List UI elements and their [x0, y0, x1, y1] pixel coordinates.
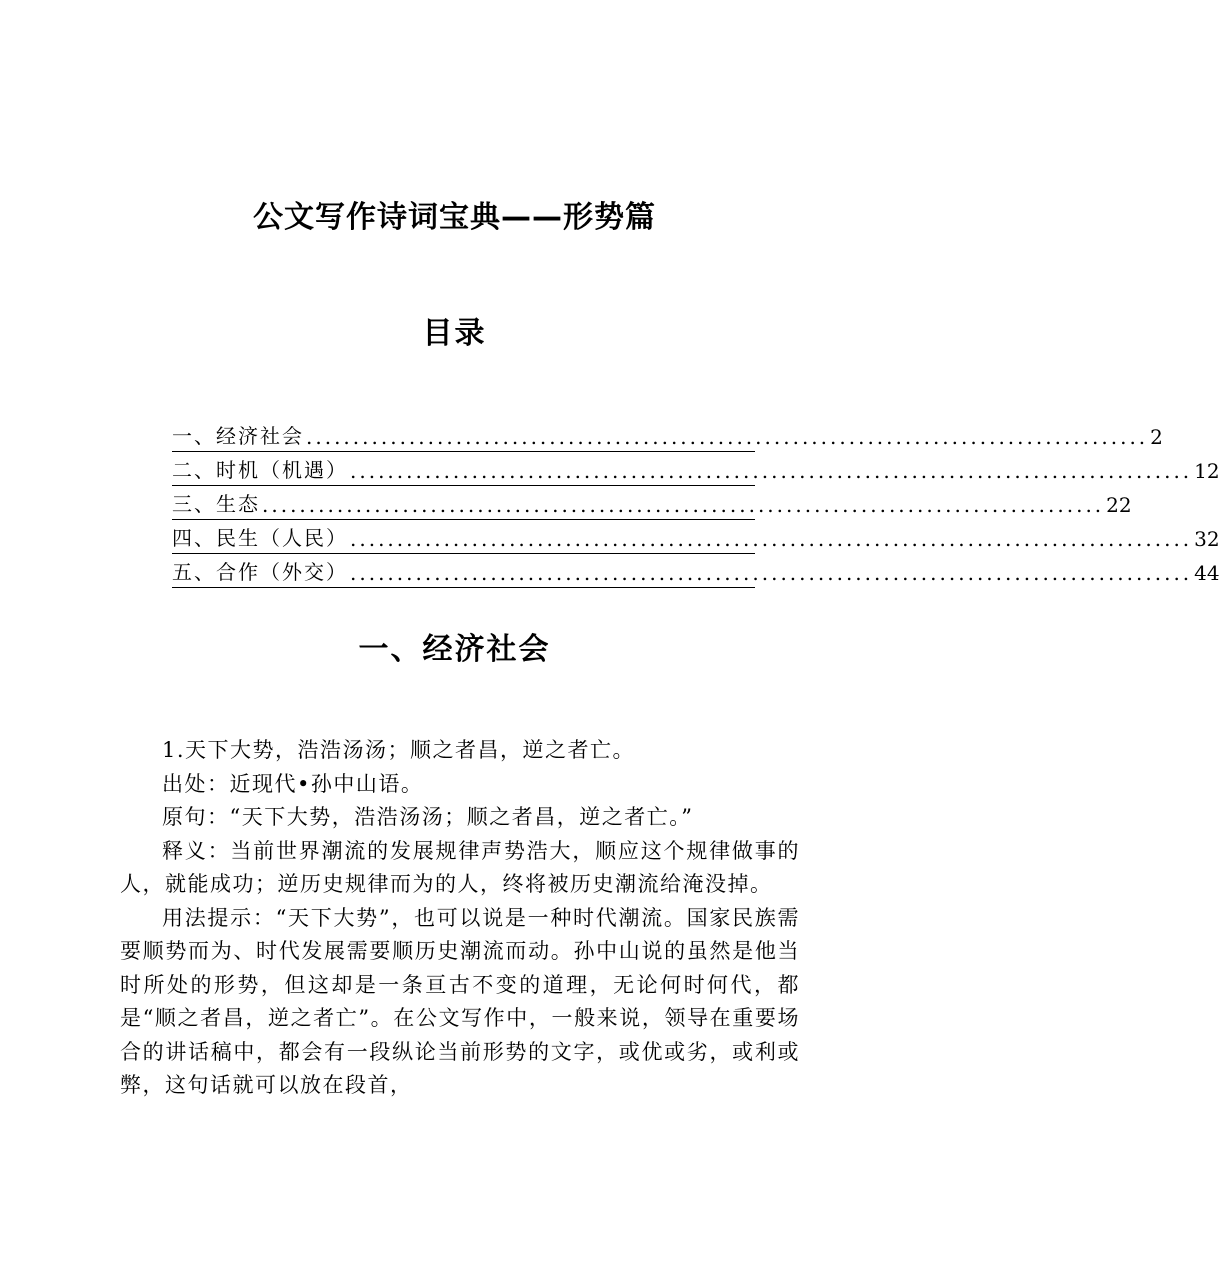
toc-entry-label: 四、民生（人民） [172, 526, 348, 550]
body-paragraph: 释义：当前世界潮流的发展规律声势浩大，顺应这个规律做事的人，就能成功；逆历史规律而为的人，终将被历史潮流给淹没掉。 [120, 838, 800, 896]
toc-entry-page: 44 [1194, 561, 1220, 585]
body-paragraph: 原句：“天下大势，浩浩汤汤；顺之者昌，逆之者亡。” [162, 805, 694, 829]
toc-heading: 目录 [422, 316, 487, 351]
toc-entry-label: 二、时机（机遇） [172, 458, 348, 482]
toc-entry-page: 22 [1106, 493, 1132, 517]
body-paragraph: 出处：近现代•孙中山语。 [162, 771, 424, 796]
toc-entry-ecology[interactable] [172, 486, 1132, 520]
toc-entry-label: 五、合作（外交） [172, 560, 348, 584]
toc-entry-label: 三、生态 [172, 492, 260, 516]
toc-entry-economy-society[interactable] [172, 418, 1163, 452]
body-paragraph: 1.天下大势，浩浩汤汤；顺之者昌，逆之者亡。 [162, 738, 636, 762]
table-of-contents [172, 418, 1220, 588]
section-body [120, 734, 800, 1103]
toc-leader-dots: .......................................................................................... [350, 459, 1193, 483]
body-paragraph: 用法提示：“天下大势”，也可以说是一种时代潮流。国家民族需要顺势而为、时代发展需要顺历史潮流而动。孙中山说的虽然是他当时所处的形势，但这却是一条亘古不变的道理，无论何时何代，都是“顺之者昌，逆之者亡”。在公文写作中，一般来说，领导在重要场合的讲话稿中，都会有一段纵论当前形势的文字，或优或劣，或利或弊，这句话就可以放在段首， [120, 905, 800, 1097]
toc-leader-dots: .......................................................................................... [306, 425, 1149, 449]
toc-entry-opportunity[interactable] [172, 452, 1220, 486]
toc-leader-dots: .......................................................................................... [262, 493, 1105, 517]
toc-entry-cooperation[interactable] [172, 554, 1220, 588]
toc-leader-dots: .......................................................................................... [350, 527, 1193, 551]
toc-entry-label: 一、经济社会 [172, 424, 304, 448]
section-heading: 一、经济社会 [358, 632, 551, 667]
toc-entry-livelihood[interactable] [172, 520, 1220, 554]
document-title: 公文写作诗词宝典——形势篇 [253, 200, 656, 235]
toc-entry-page: 12 [1194, 459, 1220, 483]
toc-entry-page: 2 [1150, 425, 1163, 449]
toc-leader-dots: .......................................................................................... [350, 561, 1193, 585]
toc-entry-page: 32 [1194, 527, 1220, 551]
